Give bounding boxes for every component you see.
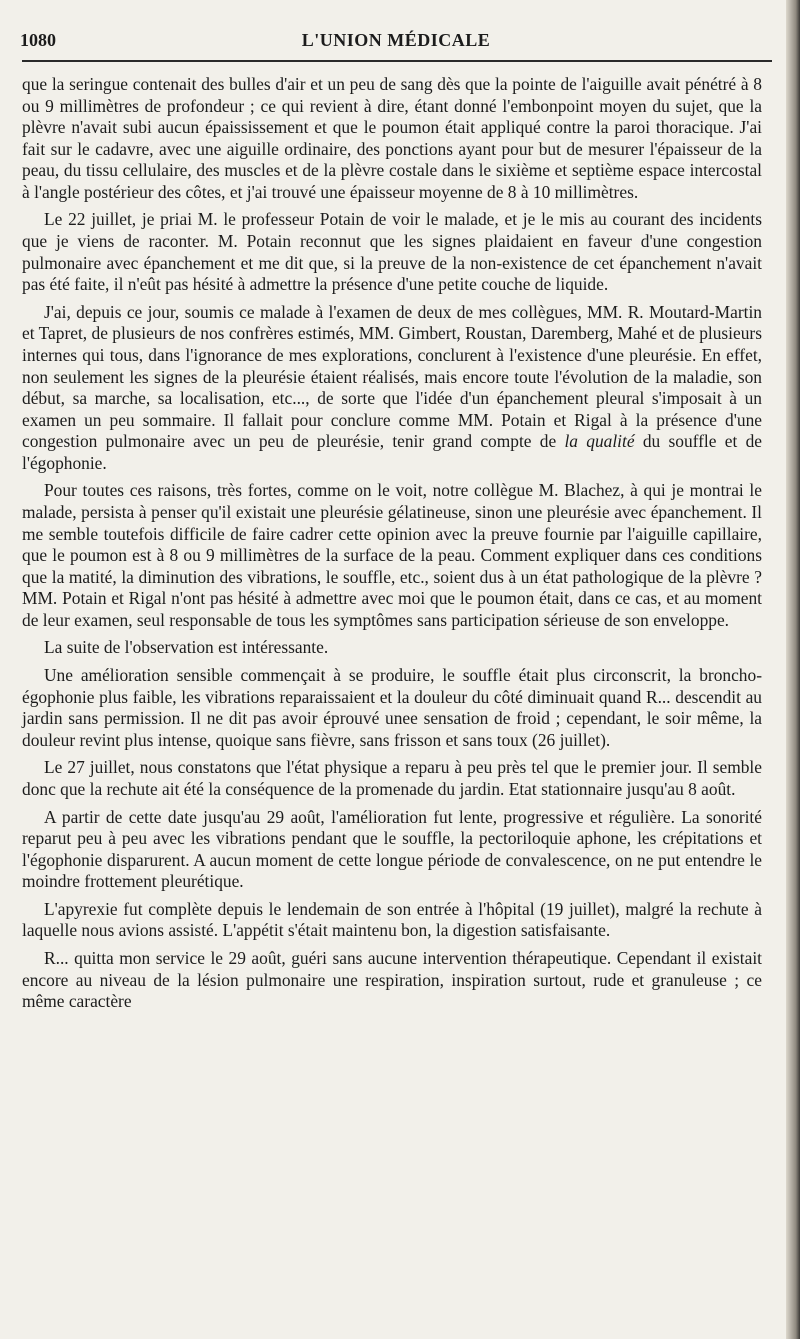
paragraph-8: A partir de cette date jusqu'au 29 août, l'amélioration fut lente, progressive et régulière. La sonorité reparut peu à peu avec les vibrations pendant que le souffle, la pectoriloquie aphone, les crépitations et l'égophonie disparurent. A aucun moment de cette longue période de convalescence, on ne put entendre le moindre frottement pleurétique. xyxy=(22,806,762,892)
paragraph-6: Une amélioration sensible commençait à se produire, le souffle était plus circonscrit, la broncho-égophonie plus faible, les vibrations reparaissaient et la douleur du côté diminuait quand R... descendit au jardin sans permission. Il ne dit pas avoir éprouvé unee sensation de froid ; cependant, le soir même, la douleur revint plus intense, quoique sans fièvre, sans frisson et sans toux (26 juillet). xyxy=(22,665,762,750)
page-number: 1080 xyxy=(20,30,56,50)
header-rule xyxy=(22,60,772,62)
paragraph-2: Le 22 juillet, je priai M. le professeur Potain de voir le malade, et je le mis au courant des incidents que je viens de raconter. M. Potain reconnut que les signes plaidaient en faveur d'une congestion pulmonaire avec épanchement et me dit que, si la preuve de la non-existence de cet épanchement n'avait pas été faite, il n'eût pas hésité à admettre la présence d'une petite couche de liquide. xyxy=(22,209,762,295)
paragraph-9: L'apyrexie fut complète depuis le lendemain de son entrée à l'hôpital (19 juillet), malgré la rechute à laquelle nous avions assisté. L'appétit s'était maintenu bon, la digestion satisfaisante. xyxy=(22,898,762,941)
article-body xyxy=(22,74,762,1019)
running-header xyxy=(20,30,772,58)
paragraph-4: Pour toutes ces raisons, très fortes, comme on le voit, notre collègue M. Blachez, à qui je montrai le malade, persista à penser qu'il existait une pleurésie gélatineuse, sinon une pleurésie avec épanchement. Il me semble toutefois difficile de faire cadrer cette opinion avec la preuve fournie par l'aiguille capillaire, que le poumon est à 8 ou 9 millimètres de la surface de la peau. Comment expliquer dans ces conditions que la matité, la diminution des vibrations, le souffle, etc., soient dus à un état pathologique de la plèvre ? MM. Potain et Rigal n'ont pas hésité à admettre avec moi que le poumon était, dans ce cas, et au moment de leur examen, seul responsable de tous les symptômes sans participation sérieuse de son enveloppe. xyxy=(22,480,762,630)
paragraph-10: R... quitta mon service le 29 août, guéri sans aucune intervention thérapeutique. Cependant il existait encore au niveau de la lésion pulmonaire une respiration, inspiration surtout, rude et granuleuse ; ce même caractère xyxy=(22,947,762,1012)
paragraph-3-emphasis: la qualité xyxy=(564,431,635,452)
scan-page-edge xyxy=(786,0,800,1339)
paragraph-3-text-a: J'ai, depuis ce jour, soumis ce malade à l'examen de deux de mes collègues, MM. R. Moutard-Martin et Tapret, de plusieurs de nos confrères estimés, MM. Gimbert, Roustan, Daremberg, Mahé et de plusieurs internes qui tous, dans l'ignorance de mes explorations, conclurent à l'existence d'une pleurésie. En effet, non seulement les signes de la pleurésie étaient réalisés, mais encore toute l'évolution de la maladie, son début, sa marche, sa localisation, etc..., de sorte que l'idée d'un épanchement pleural s'imposait à un examen un peu sommaire. Il fallait pour conclure comme MM. Potain et Rigal à la présence d'une congestion pulmonaire avec un peu de pleurésie, tenir grand compte de xyxy=(22,301,762,452)
journal-title: L'UNION MÉDICALE xyxy=(301,30,491,50)
paragraph-3 xyxy=(22,302,762,475)
paragraph-5: La suite de l'observation est intéressante. xyxy=(44,637,329,658)
paragraph-3-text-b: du souffle et de l'égophonie. xyxy=(22,431,762,473)
paragraph-7: Le 27 juillet, nous constatons que l'état physique a reparu à peu près tel que le premier jour. Il semble donc que la rechute ait été la conséquence de la promenade du jardin. Etat stationnaire jusqu'au 8 août. xyxy=(22,757,762,799)
paragraph-1: que la seringue contenait des bulles d'air et un peu de sang dès que la pointe de l'aiguille avait pénétré à 8 ou 9 millimètres de profondeur ; ce qui revient à dire, étant donné l'embonpoint moyen du sujet, que la plèvre n'avait subi aucun épaississement et que le poumon était appliqué contre la paroi thoracique. J'ai fait sur le cadavre, avec une aiguille ordinaire, des ponctions ayant pour but de mesurer l'épaisseur de la peau, du tissu cellulaire, des muscles et de la plèvre costale dans le sixième et septième espace intercostal à l'angle postérieur des côtes, et j'ai trouvé une épaisseur moyenne de 8 à 10 millimètres. xyxy=(22,74,762,202)
